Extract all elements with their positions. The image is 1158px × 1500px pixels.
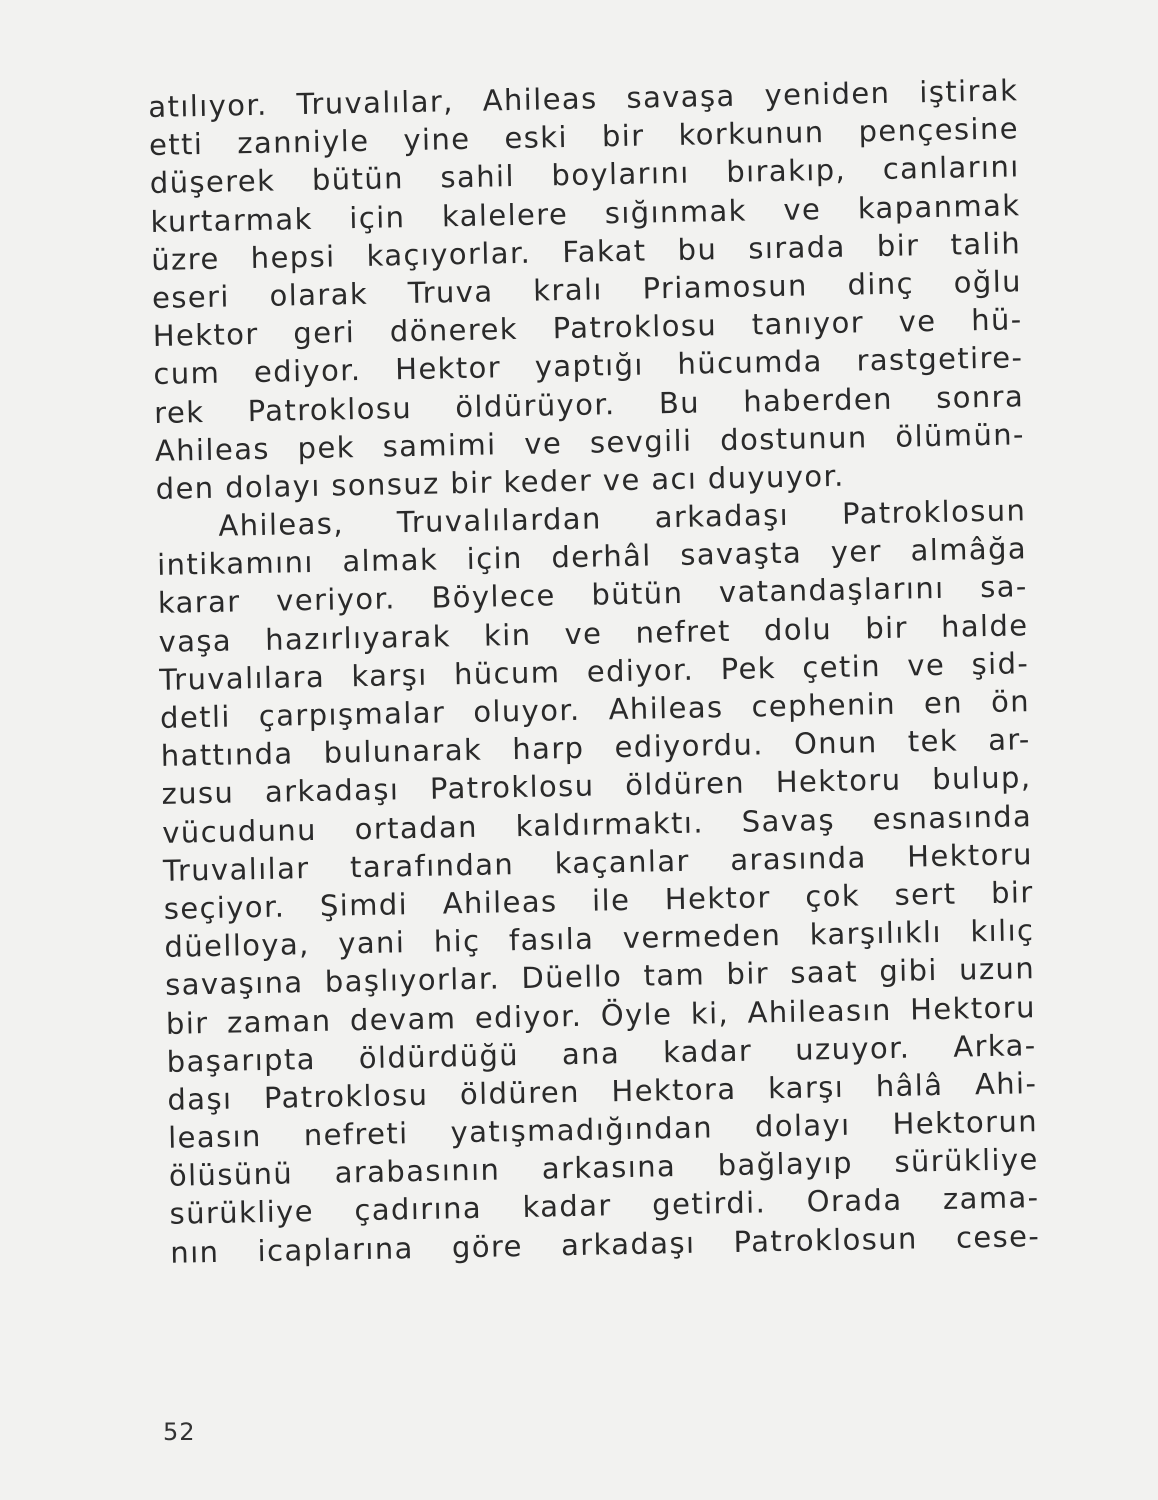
text-line: vaşa hazırlıyarak kin ve nefret dolu bir halde <box>158 607 1029 659</box>
text-line: savaşına başlıyorlar. Düello tam bir saat gibi uzun <box>164 951 1036 1003</box>
text-line: etti zanniyle yine eski bir korkunun pençesine <box>148 111 1020 163</box>
text-line: eseri olarak Truva kralı Priamosun dinç oğlu <box>151 264 1023 315</box>
text-line: Truvalılar tarafından kaçanlar arasında Hektoru <box>162 836 1034 888</box>
text-line: Hektor geri dönerek Patroklosu tanıyor ve hü- <box>152 302 1023 354</box>
text-line: cum ediyor. Hektor yaptığı hücumda rastgetire- <box>153 340 1024 392</box>
text-line: üzre hepsi kaçıyorlar. Fakat bu sırada bir talih <box>150 226 1022 277</box>
text-line: sürükliye çadırına kadar getirdi. Orada zama- <box>169 1180 1040 1232</box>
text-line: leasın nefreti yatışmadığından dolayı Hektorun <box>167 1104 1039 1155</box>
text-line: nın icaplarına göre arkadaşı Patroklosun cese- <box>170 1218 1041 1270</box>
text-line: düşerek bütün sahil boylarını bırakıp, canlarını <box>149 149 1020 201</box>
text-line: kurtarmak için kalelere sığınmak ve kapanmak <box>150 187 1021 239</box>
text-line: intikamını almak için derhâl savaşta yer almâğa <box>156 531 1028 583</box>
text-line: hattında bulunarak harp ediyordu. Onun tek ar- <box>160 722 1031 774</box>
text-line: vücudunu ortadan kaldırmaktı. Savaş esnasında <box>161 798 1033 850</box>
page-number: 52 <box>163 1418 196 1446</box>
body-text <box>148 71 1041 1271</box>
text-line: detli çarpışmalar oluyor. Ahileas cephenin en ön <box>159 684 1031 735</box>
text-line: karar veriyor. Böylece bütün vatandaşlarını sa- <box>157 569 1029 621</box>
text-line: atılıyor. Truvalılar, Ahileas savaşa yeniden iştirak <box>148 73 1019 124</box>
text-line: başarıpta öldürdüğü ana kadar uzuyor. Arka- <box>166 1027 1037 1079</box>
text-line: zusu arkadaşı Patroklosu öldüren Hektoru bulup, <box>161 760 1032 812</box>
text-line: düelloya, yani hiç fasıla vermeden karşılıklı kılıç <box>164 913 1035 964</box>
text-line: ölüsünü arabasının arkasına bağlayıp sürükliye <box>168 1142 1040 1194</box>
text-line: Ahileas pek samimi ve sevgili dostunun ölümün- <box>154 416 1026 468</box>
text-line: rek Patroklosu öldürüyor. Bu haberden sonra <box>153 378 1025 430</box>
text-line: Truvalılara karşı hücum ediyor. Pek çetin ve şid- <box>159 646 1030 697</box>
paragraph-start-line: Ahileas, Truvalılardan arkadaşı Patroklosun <box>218 493 1027 543</box>
text-line: bir zaman devam ediyor. Öyle ki, Ahileasın Hektoru <box>165 989 1037 1041</box>
text-line: seçiyor. Şimdi Ahileas ile Hektor çok sert bir <box>163 875 1034 926</box>
paragraph-end-line: den dolayı sonsuz bir keder ve acı duyuyor. <box>155 458 846 506</box>
text-line: daşı Patroklosu öldüren Hektora karşı hâlâ Ahi- <box>167 1065 1038 1117</box>
